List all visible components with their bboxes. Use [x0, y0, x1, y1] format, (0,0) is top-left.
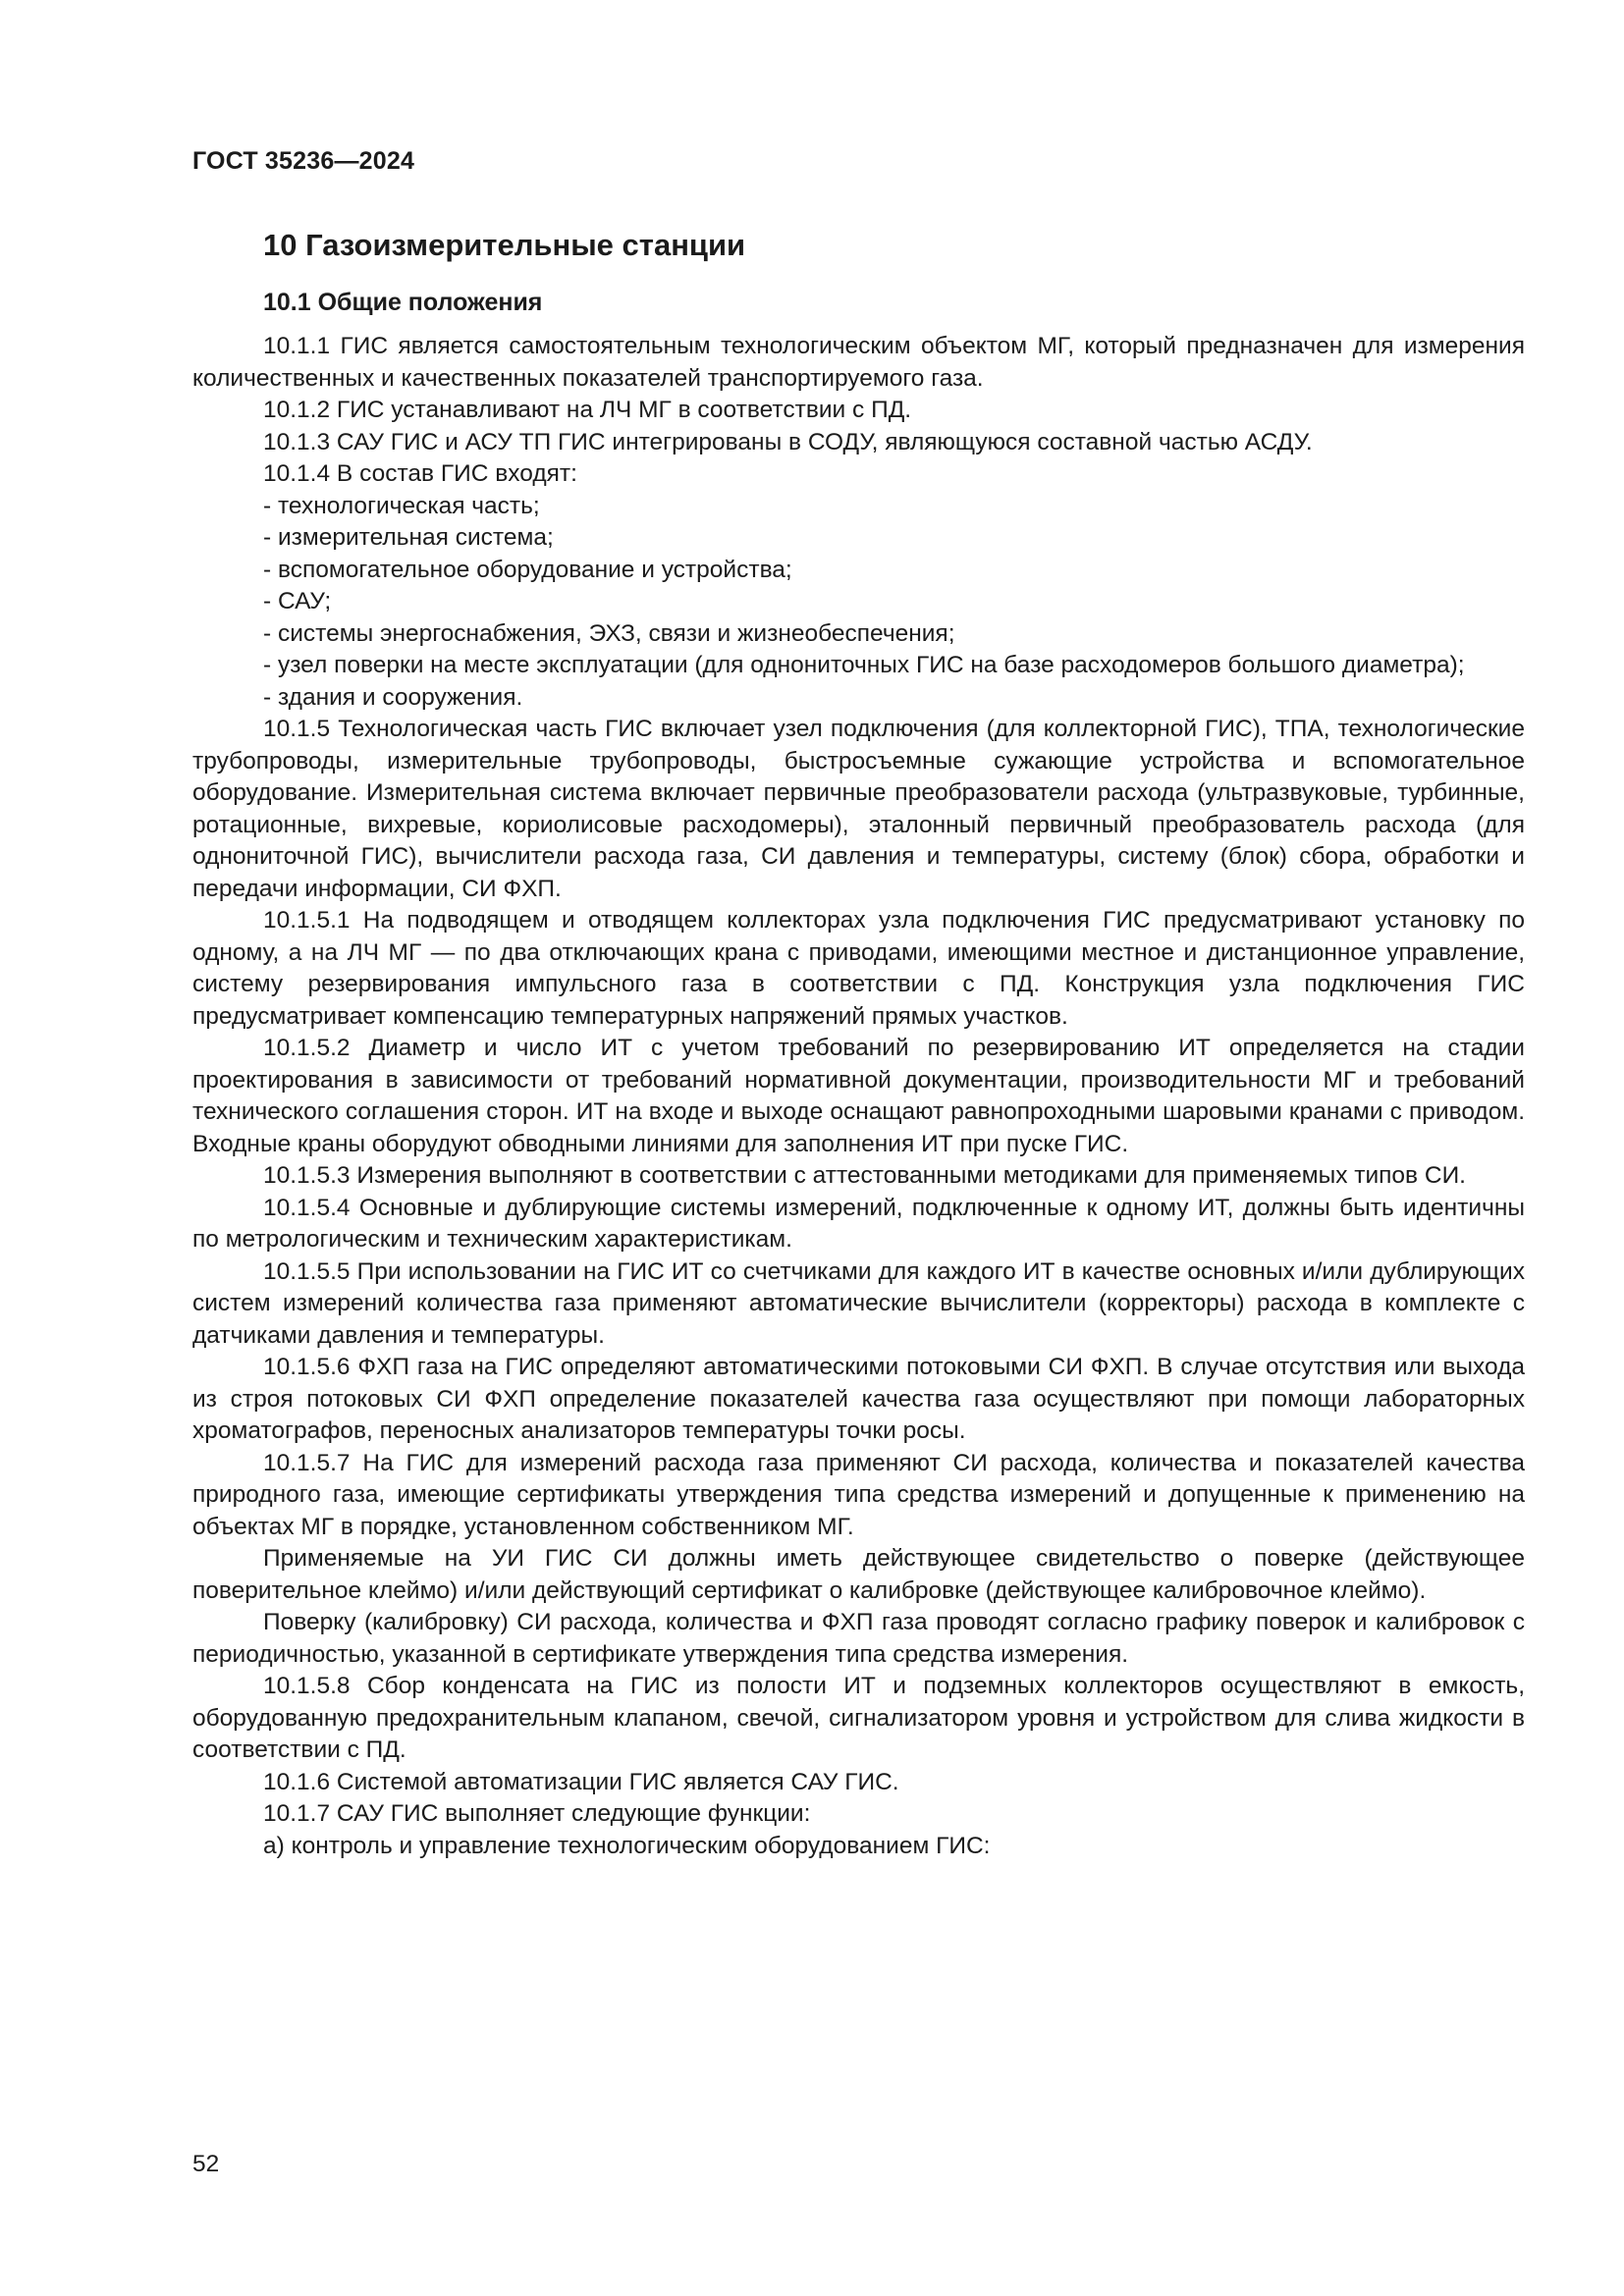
paragraph-10-1-5-7: 10.1.5.7 На ГИС для измерений расхода газа применяют СИ расхода, количества и показателей качества природного газа, имеющие сертификаты утверждения типа средства измерений и допущенные к применению на объектах МГ в порядке, установленном собственником МГ. — [192, 1449, 1525, 1540]
paragraph-calibration-schedule: Поверку (калибровку) СИ расхода, количества и ФХП газа проводят согласно графику поверок и калибровок с периодичностью, указанной в сертификате утверждения типа средства измерения. — [192, 1609, 1525, 1668]
paragraph-10-1-1: 10.1.1 ГИС является самостоятельным технологическим объектом МГ, который предназначен для измерения количественных и качественных показателей транспортируемого газа. — [192, 333, 1525, 392]
paragraph-10-1-2: 10.1.2 ГИС устанавливают на ЛЧ МГ в соответствии с ПД. — [263, 397, 912, 423]
list-item: - вспомогательное оборудование и устройства; — [263, 556, 792, 583]
paragraph-10-1-5-4: 10.1.5.4 Основные и дублирующие системы измерений, подключенные к одному ИТ, должны быть идентичны по метрологическим и техническим характеристикам. — [192, 1194, 1525, 1253]
list-item: - САУ; — [263, 588, 332, 614]
list-item: - системы энергоснабжения, ЭХЗ, связи и жизнеобеспечения; — [263, 619, 955, 647]
paragraph-10-1-6: 10.1.6 Системой автоматизации ГИС является САУ ГИС. — [263, 1768, 899, 1795]
paragraph-10-1-5-5: 10.1.5.5 При использовании на ГИС ИТ со счетчиками для каждого ИТ в качестве основных и/или дублирующих систем измерений количества газа применяют автоматические вычислители (корректоры) расхода в комплекте с датчиками давления и температуры. — [192, 1257, 1525, 1349]
section-title: 10 Газоизмерительные станции — [263, 228, 746, 262]
paragraph-10-1-5-6: 10.1.5.6 ФХП газа на ГИС определяют автоматическими потоковыми СИ ФХП. В случае отсутствия или выхода из строя потоковых СИ ФХП определение показателей качества газа осуществляют при помощи лабораторных хроматографов, переносных анализаторов температуры точки росы. — [192, 1354, 1525, 1444]
paragraph-list-a: а) контроль и управление технологическим оборудованием ГИС: — [263, 1832, 991, 1859]
paragraph-10-1-7: 10.1.7 САУ ГИС выполняет следующие функции: — [263, 1800, 811, 1827]
paragraph-10-1-5-2: 10.1.5.2 Диаметр и число ИТ с учетом требований по резервированию ИТ определяется на стадии проектирования в зависимости от требований нормативной документации, производительности МГ и требований технического соглашения сторон. ИТ на входе и выходе оснащают равнопроходными шаровыми кранами с приводом. Входные краны оборудуют обводными линиями для заполнения ИТ при пуске ГИС. — [192, 1035, 1525, 1157]
paragraph-10-1-5-3: 10.1.5.3 Измерения выполняют в соответствии с аттестованными методиками для применяемых типов СИ. — [263, 1162, 1466, 1189]
list-item: - здания и сооружения. — [263, 683, 523, 711]
list-item: - узел поверки на месте эксплуатации (для однониточных ГИС на базе расходомеров большого диаметра); — [263, 652, 1465, 678]
list-item: - измерительная система; — [263, 524, 554, 551]
subsection-title: 10.1 Общие положения — [263, 289, 543, 316]
paragraph-verification-requirements: Применяемые на УИ ГИС СИ должны иметь действующее свидетельство о поверке (действующее поверительное клеймо) и/или действующий сертификат о калибровке (действующее калибровочное клеймо). — [192, 1545, 1525, 1604]
paragraph-10-1-3: 10.1.3 САУ ГИС и АСУ ТП ГИС интегрированы в СОДУ, являющуюся составной частью АСДУ. — [263, 428, 1313, 455]
paragraph-10-1-4: 10.1.4 В состав ГИС входят: — [263, 460, 577, 487]
paragraph-10-1-5-8: 10.1.5.8 Сбор конденсата на ГИС из полости ИТ и подземных коллекторов осуществляют в емкость, оборудованную предохранительным клапаном, свечой, сигнализатором уровня и устройством для слива жидкости в соответствии с ПД. — [192, 1673, 1525, 1763]
page-number: 52 — [192, 2151, 220, 2177]
document-body — [192, 218, 1525, 1862]
paragraph-10-1-5-1: 10.1.5.1 На подводящем и отводящем коллекторах узла подключения ГИС предусматривают установку по одному, а на ЛЧ МГ — по два отключающих крана с приводами, имеющими местное и дистанционное управление, систему резервирования импульсного газа в соответствии с ПД. Конструкция узла подключения ГИС предусматривает компенсацию температурных напряжений прямых участков. — [192, 907, 1525, 1030]
list-item: - технологическая часть; — [263, 492, 540, 519]
standard-header: ГОСТ 35236—2024 — [192, 147, 415, 175]
paragraph-10-1-5: 10.1.5 Технологическая часть ГИС включает узел подключения (для коллекторной ГИС), ТПА, технологические трубопроводы, измерительные трубопроводы, быстросъемные сужающие устройства и вспомогательное оборудование. Измерительная система включает первичные преобразователи расхода (ультразвуковые, турбинные, ротационные, вихревые, кориолисовые расходомеры), эталонный первичный преобразователь расхода (для однониточной ГИС), вычислители расхода газа, СИ давления и температуры, систему (блок) сбора, обработки и передачи информации, СИ ФХП. — [192, 716, 1525, 902]
